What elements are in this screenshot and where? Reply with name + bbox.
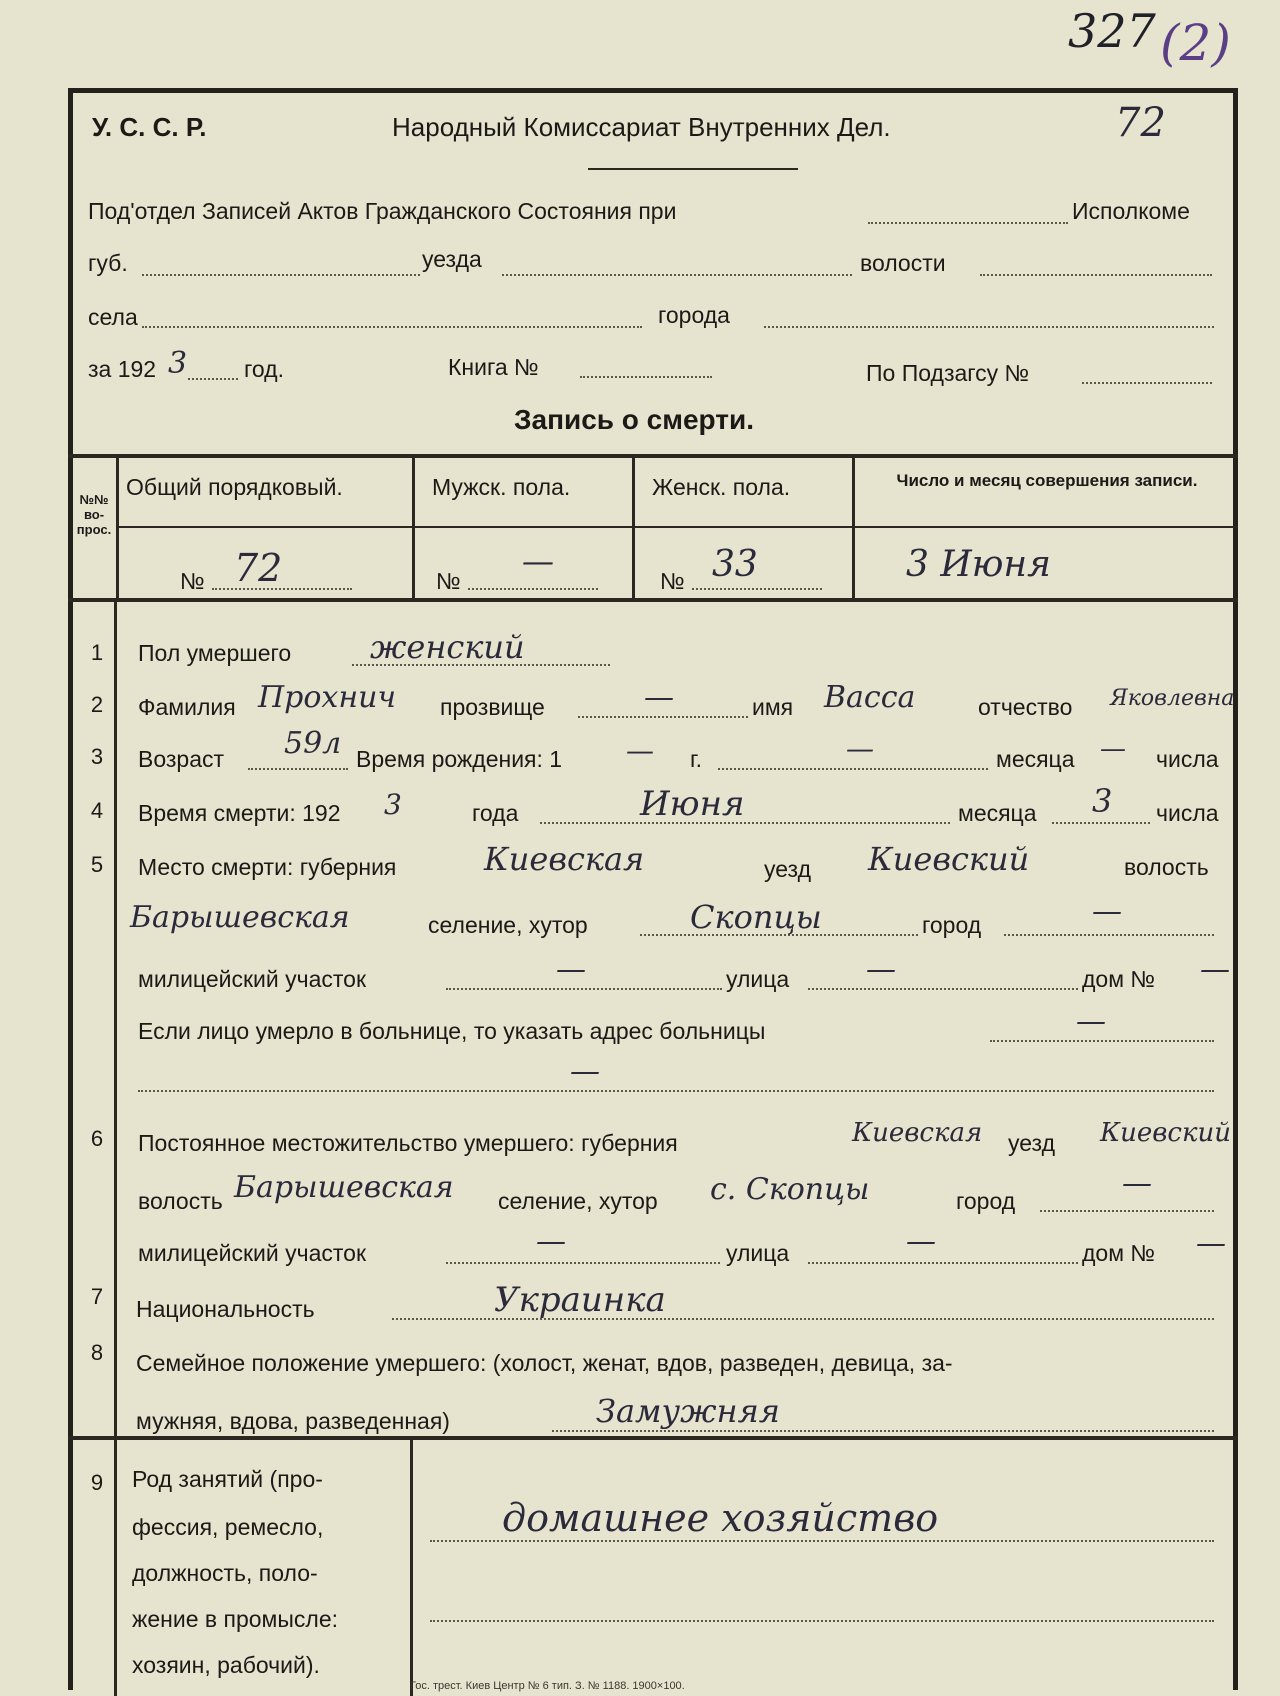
place-gub-value: Киевская [484, 840, 645, 878]
uezd-label: уезда [422, 246, 482, 272]
birth-day-label: числа [1156, 746, 1219, 772]
place-village-label: селение, хутор [428, 912, 588, 938]
death-year-label: года [472, 800, 519, 826]
general-number-value: 72 [234, 546, 283, 590]
name-value: Васса [824, 680, 916, 715]
family-status-label-2: мужняя, вдова, разведенная) [136, 1408, 450, 1434]
form-frame [68, 88, 1238, 1690]
female-col-header: Женск. пола. [652, 474, 791, 500]
question-number-header: №№ во-прос. [76, 492, 112, 537]
question-7-number: 7 [90, 1284, 104, 1309]
residence-street-label: улица [726, 1240, 790, 1266]
question-6-number: 6 [90, 1126, 104, 1151]
place-city-label: город [922, 912, 982, 938]
birth-month-value: — [846, 732, 874, 765]
hospital-label: Если лицо умерло в больнице, то указать адрес больницы [138, 1018, 766, 1044]
hospital-value: — [1076, 1004, 1106, 1039]
militia-value: — [556, 952, 586, 987]
birth-year-suffix: г. [690, 746, 702, 772]
sex-label: Пол умершего [138, 640, 292, 666]
place-label: Место смерти: губерния [138, 854, 397, 880]
occupation-value: домашнее хозяйство [502, 1496, 939, 1540]
residence-militia-value: — [536, 1224, 566, 1259]
residence-volost-value: Барышевская [234, 1170, 454, 1205]
subdept-label: Под'отдел Записей Актов Гражданского Состояния при [88, 198, 677, 224]
volost-label: волости [860, 250, 946, 276]
residence-street-value: — [906, 1224, 936, 1259]
age-value: 59л [284, 726, 342, 761]
birth-label: Время рождения: 1 [356, 746, 563, 772]
residence-city-label: город [956, 1188, 1016, 1214]
selo-label: села [88, 304, 138, 330]
record-number-hand: 72 [1115, 100, 1166, 146]
residence-city-value: — [1122, 1166, 1152, 1201]
year-label: за 192 [88, 356, 157, 382]
occupation-label-5: хозяин, рабочий). [132, 1652, 320, 1678]
residence-village-label: селение, хутор [498, 1188, 658, 1214]
record-date-value: 3 Июня [906, 544, 1051, 585]
death-day-value: 3 [1092, 782, 1113, 820]
residence-volost-label: волость [138, 1188, 223, 1214]
subrecord-label: По Подзагсу № [866, 360, 1030, 386]
patronymic-value: Яковлевна [1110, 686, 1235, 711]
question-1-number: 1 [90, 640, 104, 665]
place-uezd-label: уезд [764, 856, 811, 882]
archive-number: 327 [1068, 4, 1156, 58]
residence-militia-label: милицейский участок [138, 1240, 367, 1266]
gub-label: губ. [88, 250, 128, 276]
question-4-number: 4 [90, 798, 104, 823]
commissariat-title: Народный Комиссариат Внутренних Дел. [392, 112, 891, 142]
book-label: Книга № [448, 354, 539, 380]
male-no-label: № [436, 568, 461, 594]
printer-footer: Гос. трест. Киев Центр № 6 тип. З. № 1188. 1900×100. [410, 1680, 685, 1692]
occupation-label-1: Род занятий (про- [132, 1466, 323, 1492]
residence-house-label: дом № [1082, 1240, 1156, 1266]
street-value: — [866, 952, 896, 987]
gorod-label: города [658, 302, 730, 328]
date-col-header: Число и месяц совершения записи. [896, 471, 1198, 490]
residence-uezd-label: уезд [1008, 1130, 1055, 1156]
militia-label: милицейский участок [138, 966, 367, 992]
death-month-label: месяца [958, 800, 1037, 826]
surname-label: Фамилия [138, 694, 236, 720]
birth-year-value: — [626, 734, 654, 767]
occupation-label-3: должность, поло- [132, 1560, 318, 1586]
death-day-label: числа [1156, 800, 1219, 826]
nationality-value: Украинка [494, 1280, 666, 1320]
name-label: имя [752, 694, 794, 720]
question-8-number: 8 [90, 1340, 104, 1365]
female-no-label: № [660, 568, 685, 594]
general-no-label: № [180, 568, 205, 594]
female-number-value: 33 [712, 544, 758, 585]
residence-gub-value: Киевская [852, 1118, 983, 1148]
hospital-value-second-line: — [570, 1054, 600, 1089]
republic-abbrev: У. С. С. Р. [92, 112, 207, 142]
birth-month-label: месяца [996, 746, 1075, 772]
nickname-label: прозвище [440, 694, 545, 720]
place-uezd-value: Киевский [868, 840, 1030, 878]
occupation-label-4: жение в промысле: [132, 1606, 339, 1632]
surname-value: Прохнич [258, 680, 397, 715]
residence-label: Постоянное местожительство умершего: губерния [138, 1130, 678, 1156]
place-volost-label: волость [1124, 854, 1209, 880]
house-value: — [1200, 952, 1230, 987]
family-status-value: Замужняя [596, 1392, 780, 1430]
sex-value: женский [370, 628, 525, 666]
male-number-value: — [522, 542, 554, 580]
house-label: дом № [1082, 966, 1156, 992]
place-volost-value: Барышевская [130, 900, 350, 935]
place-village-value: Скопцы [690, 898, 822, 936]
record-title: Запись о смерти. [514, 404, 754, 435]
death-month-value: Июня [640, 784, 745, 824]
place-city-value: — [1092, 894, 1122, 929]
occupation-label-2: фессия, ремесло, [132, 1514, 324, 1540]
nationality-label: Национальность [136, 1296, 315, 1322]
street-label: улица [726, 966, 790, 992]
archive-number-violet: (2) [1160, 14, 1231, 72]
question-5-number: 5 [90, 852, 104, 877]
general-col-header: Общий порядковый. [126, 474, 343, 500]
year-value: 3 [168, 346, 188, 381]
age-label: Возраст [138, 746, 225, 772]
nickname-value: — [644, 680, 674, 715]
question-3-number: 3 [90, 744, 104, 769]
header-divider [588, 168, 798, 170]
residence-uezd-value: Киевский [1100, 1118, 1231, 1148]
question-2-number: 2 [90, 692, 104, 717]
death-year-value: 3 [384, 788, 402, 821]
residence-house-value: — [1196, 1226, 1226, 1261]
death-label: Время смерти: 192 [138, 800, 341, 826]
male-col-header: Мужск. пола. [432, 474, 571, 500]
residence-village-value: с. Скопцы [710, 1172, 870, 1207]
executive-label: Исполкоме [1072, 198, 1190, 224]
question-9-number: 9 [90, 1470, 104, 1495]
patronymic-label: отчество [978, 694, 1073, 720]
birth-day-value: — [1100, 734, 1126, 764]
year-suffix: год. [244, 356, 284, 382]
family-status-label: Семейное положение умершего: (холост, женат, вдов, разведен, девица, за- [136, 1350, 953, 1376]
